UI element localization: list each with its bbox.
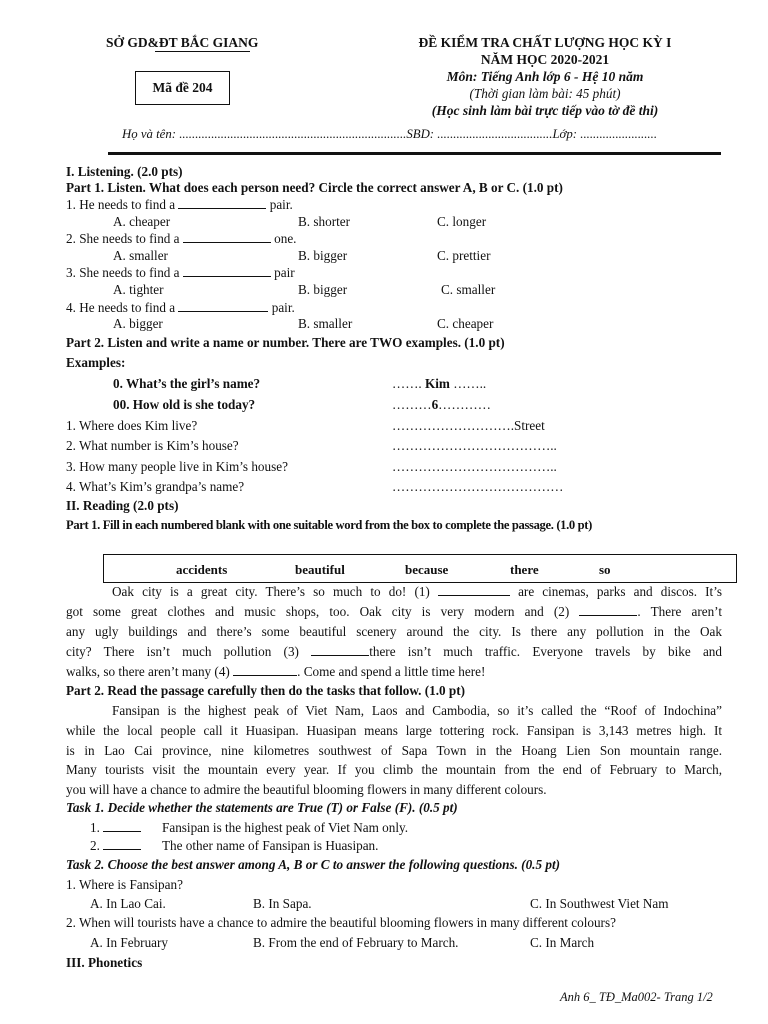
task-2-title: Task 2. Choose the best answer among A, B or C to answer the following questions. (0.5 pt) [66,857,561,872]
fansipan-line-4: Many tourists visit the mountain every year. If you climb the mountain from the end of February to March, [66,762,722,778]
section-3-title: III. Phonetics [66,955,143,970]
listen-answer-4[interactable]: ………………………………… [392,479,564,494]
word-there: there [510,562,539,577]
fansipan-line-2: while the local people call it Huasipan. Huasipan means large tottering rock. Fansipan is 3,143 metres high. It [66,722,722,738]
t2-q2-option-b[interactable]: B. From the end of February to March. [253,935,459,950]
question-1: 1. He needs to find a pair. [66,197,293,212]
section-2-title: II. Reading (2.0 pts) [66,498,179,513]
passage-line-2: got some great clothes and music shops, too. Oak city is very modern and (2) . There aren’t [66,604,722,619]
example-1-question: 0. What’s the girl’s name? [113,376,261,391]
subject-line: Môn: Tiếng Anh lớp 6 - Hệ 10 năm [446,69,644,84]
instruction-line: (Học sinh làm bài trực tiếp vào tờ đề thi) [431,103,659,118]
t2-q2-option-c[interactable]: C. In March [530,935,595,950]
fansipan-passage [66,701,722,800]
exam-code-box: Mã đề 204 [135,71,230,105]
examples-label: Examples: [66,355,126,370]
part-2-title: Part 2. Listen and write a name or number. There are TWO examples. (1.0 pt) [66,335,505,350]
q4-option-b[interactable]: B. smaller [298,316,353,331]
true-false-2: 2. [90,838,141,854]
reading-part-1-title: Part 1. Fill in each numbered blank with one suitable word from the box to complete the passage. (1.0 pt) [66,518,592,532]
task-2-question-2: 2. When will tourists have a chance to admire the beautiful blooming flowers in many different colours? [66,915,616,930]
true-false-2-statement: The other name of Fansipan is Huasipan. [162,838,379,853]
t2-q2-option-a[interactable]: A. In February [90,935,169,950]
passage-line-1: Oak city is a great city. There’s so much to do! (1) are cinemas, parks and discos. It’s [112,584,722,599]
q2-option-b[interactable]: B. bigger [298,248,348,263]
question-2: 2. She needs to find a one. [66,231,297,246]
word-accidents: accidents [176,562,228,577]
listen-answer-2[interactable]: ……………………………….. [392,438,557,453]
part-1-title: Part 1. Listen. What does each person need? Circle the correct answer A, B or C. (1.0 pt) [66,180,563,195]
word-beautiful: beautiful [295,562,345,577]
tf-answer-2[interactable] [103,839,141,850]
q1-option-c[interactable]: C. longer [437,214,487,229]
word-because: because [405,562,449,577]
fansipan-line-3: is in Lao Cai province, nine kilometres southwest of Sapa Town in the Hoang Lien Son mountain range. [66,742,722,758]
q4-option-a[interactable]: A. bigger [113,316,163,331]
question-4: 4. He needs to find a pair. [66,300,295,315]
word-so: so [599,562,611,577]
exam-title: ĐỀ KIỂM TRA CHẤT LƯỢNG HỌC KỲ I [418,35,672,50]
reading-part-2-title: Part 2. Read the passage carefully then do the tasks that follow. (1.0 pt) [66,683,466,698]
oak-city-passage [66,582,722,682]
blank-2[interactable] [579,605,637,616]
word-box [103,554,737,583]
passage-line-4: city? There isn’t much pollution (3) there isn’t much traffic. Everyone travels by bike and [66,644,722,659]
true-false-1: 1. [90,820,141,836]
listen-question-1: 1. Where does Kim live? [66,418,198,433]
student-info-line: Họ và tên: .......................................................................SBD: ....................................Lớp: ........................ [122,127,658,141]
t2-q1-option-c[interactable]: C. In Southwest Viet Nam [530,896,669,911]
task-1-title: Task 1. Decide whether the statements are True (T) or False (F). (0.5 pt) [66,800,458,815]
blank-3[interactable] [311,645,369,656]
school-year: NĂM HỌC 2020-2021 [480,52,610,67]
q3-option-b[interactable]: B. bigger [298,282,348,297]
header-rule [108,152,721,155]
section-1-title: I. Listening. (2.0 pts) [66,164,183,179]
fansipan-line-5: you will have a chance to admire the beautiful blooming flowers in many different colours. [66,782,547,798]
q3-option-c[interactable]: C. smaller [441,282,496,297]
q2-option-a[interactable]: A. smaller [113,248,168,263]
t2-q1-option-a[interactable]: A. In Lao Cai. [90,896,166,911]
tf-answer-1[interactable] [103,821,141,832]
blank-4[interactable] [233,665,297,676]
q3-option-a[interactable]: A. tighter [113,282,164,297]
listen-answer-3[interactable]: ……………………………….. [392,459,557,474]
fansipan-line-1: Fansipan is the highest peak of Viet Nam, Laos and Cambodia, so it’s called the “Roof of Indochina” [112,703,722,718]
example-2-question: 00. How old is she today? [113,397,256,412]
q2-option-c[interactable]: C. prettier [437,248,491,263]
page-footer: Anh 6_ TĐ_Ma002- Trang 1/2 [560,990,713,1004]
example-2-answer: ………6………… [392,397,491,412]
question-3: 3. She needs to find a pair [66,265,295,280]
listen-question-2: 2. What number is Kim’s house? [66,438,239,453]
task-2-question-1: 1. Where is Fansipan? [66,877,183,892]
listen-answer-1[interactable]: ……………………….Street [392,418,545,433]
q4-option-c[interactable]: C. cheaper [437,316,494,331]
department-name: SỞ GD&ĐT BẮC GIANG [106,35,259,50]
t2-q1-option-b[interactable]: B. In Sapa. [253,896,312,911]
example-1-answer: ……. Kim …….. [392,376,487,391]
q1-option-b[interactable]: B. shorter [298,214,351,229]
listen-question-3: 3. How many people live in Kim’s house? [66,459,288,474]
q1-option-a[interactable]: A. cheaper [113,214,171,229]
department-underline [155,51,250,52]
true-false-1-statement: Fansipan is the highest peak of Viet Nam only. [162,820,409,835]
blank-1[interactable] [438,585,510,596]
listen-question-4: 4. What’s Kim’s grandpa’s name? [66,479,245,494]
duration-line: (Thời gian làm bài: 45 phút) [469,86,621,101]
passage-line-5: walks, so there aren’t many (4) . Come and spend a little time here! [66,664,486,679]
passage-line-3: any ugly buildings and there’s some beautiful scenery around the city. Is there any pollution in the Oak [66,624,722,639]
